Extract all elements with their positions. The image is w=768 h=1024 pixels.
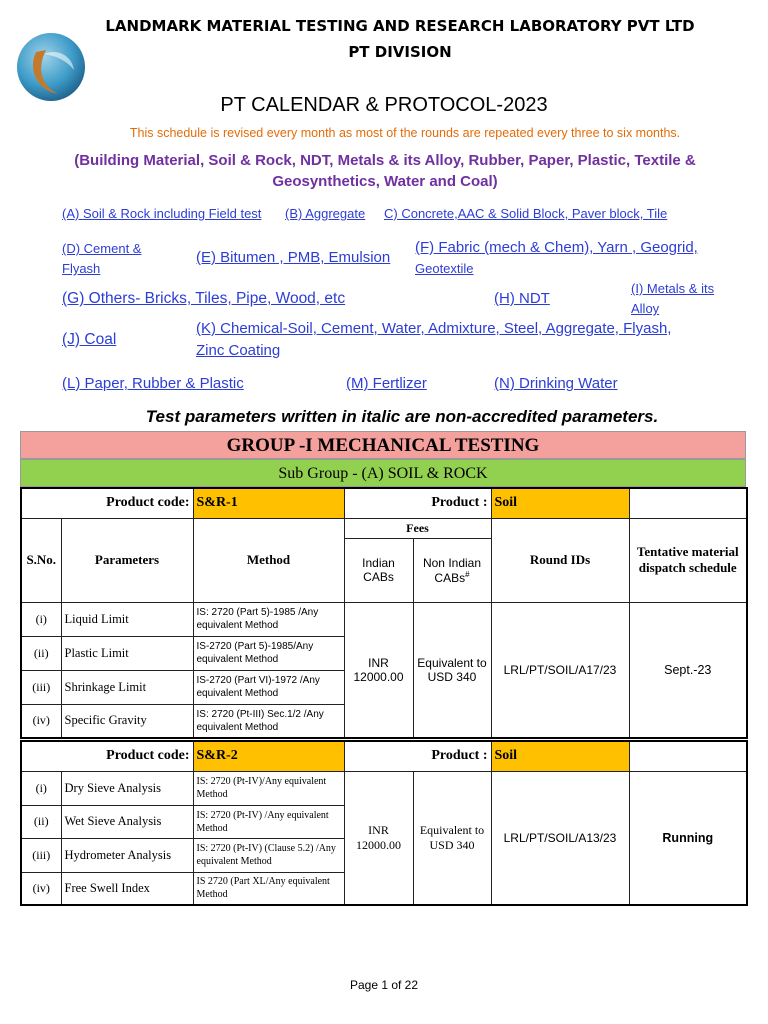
row-sno: (iii) [21,670,61,704]
link-fabric[interactable]: (F) Fabric (mech & Chem), Yarn , Geogrid, [415,239,698,256]
empty-cell [629,741,747,771]
header-parameters: Parameters [61,518,193,602]
document-title: PT CALENDAR & PROTOCOL-2023 [220,94,548,116]
empty-cell [629,488,747,518]
materials-note: (Building Material, Soil & Rock, NDT, Metals & its Alloy, Rubber, Paper, Plastic, Textile & Geosynthetics, Water and Coal) [74,152,696,190]
group-title: GROUP -I MECHANICAL TESTING [20,431,746,459]
product-value: Soil [491,488,629,518]
company-logo [14,30,88,104]
product-label: Product : [344,488,491,518]
row-sno: (ii) [21,636,61,670]
row-param: Liquid Limit [61,602,193,636]
link-chemical[interactable]: (K) Chemical-Soil, Cement, Water, Admixture, Steel, Aggregate, Flyash, [196,320,672,337]
product-table-sr1-body [20,487,748,739]
link-metals[interactable]: (I) Metals & its [631,281,715,296]
revision-note: This schedule is revised every month as most of the rounds are repeated every three to six months. [129,126,681,140]
header-sno: S.No. [21,518,61,602]
header-method: Method [193,518,344,602]
fee-non-indian: Equivalent to USD 340 [413,602,491,738]
row-param: Specific Gravity [61,704,193,738]
subgroup-title: Sub Group - (A) SOIL & ROCK [20,459,746,487]
product-code-label: Product code: [21,741,193,771]
row-sno: (ii) [21,805,61,838]
header-fees: Fees [344,518,491,538]
row-sno: (iii) [21,838,61,872]
round-id: LRL/PT/SOIL/A17/23 [491,602,629,738]
product-code-value: S&R-2 [193,741,344,771]
link-soil-rock[interactable]: (A) Soil & Rock including Field test [62,206,262,221]
row-method: IS 2720 (Part XL/Any equivalent Method [193,872,344,905]
division-name: PT DIVISION [348,43,452,61]
header-non-indian-cabs: Non Indian CABs# [413,538,491,602]
product-code-value: S&R-1 [193,488,344,518]
link-others[interactable]: (G) Others- Bricks, Tiles, Pipe, Wood, etc [62,290,346,307]
link-chemical-line2[interactable]: Zinc Coating [196,342,281,359]
link-bitumen[interactable]: (E) Bitumen , PMB, Emulsion [196,249,391,266]
row-sno: (iv) [21,704,61,738]
link-metals-line2[interactable]: Alloy [631,301,660,316]
link-drinking-water[interactable]: (N) Drinking Water [494,375,618,392]
product-value: Soil [491,741,629,771]
company-name: LANDMARK MATERIAL TESTING AND RESEARCH LABORATORY PVT LTD [105,17,695,35]
link-paper-rubber[interactable]: (L) Paper, Rubber & Plastic [62,375,244,392]
row-param: Dry Sieve Analysis [61,771,193,805]
header-round-ids: Round IDs [491,518,629,602]
row-method: IS: 2720 (Part 5)-1985 /Any equivalent Method [193,602,344,636]
link-ndt[interactable]: (H) NDT [494,290,550,307]
product-label: Product : [344,741,491,771]
link-aggregate[interactable]: (B) Aggregate [285,206,366,221]
product-table-sr2 [20,740,748,906]
page-number: Page 1 of 22 [349,978,419,992]
link-cement[interactable]: (D) Cement & [62,241,142,256]
header-dispatch: Tentative material dispatch schedule [629,518,747,602]
italic-note: Test parameters written in italic are non-accredited parameters. [145,407,659,426]
row-param: Plastic Limit [61,636,193,670]
row-method: IS-2720 (Part VI)-1972 /Any equivalent Method [193,670,344,704]
row-param: Hydrometer Analysis [61,838,193,872]
link-fertilizer[interactable]: (M) Fertlizer [346,375,427,392]
link-fabric-line2[interactable]: Geotextile [415,261,474,276]
row-method: IS: 2720 (Pt-IV) (Clause 5.2) /Any equivalent Method [193,838,344,872]
row-param: Shrinkage Limit [61,670,193,704]
link-coal[interactable]: (J) Coal [62,331,117,348]
round-id: LRL/PT/SOIL/A13/23 [491,771,629,905]
dispatch-schedule: Sept.-23 [629,602,747,738]
fee-indian: INR 12000.00 [344,771,413,905]
row-method: IS: 2720 (Pt-IV) /Any equivalent Method [193,805,344,838]
dispatch-schedule: Running [629,771,747,905]
row-param: Wet Sieve Analysis [61,805,193,838]
link-cement-line2[interactable]: Flyash [62,261,101,276]
link-concrete[interactable]: C) Concrete,AAC & Solid Block, Paver block, Tile [384,206,668,221]
row-method: IS: 2720 (Pt-IV)/Any equivalent Method [193,771,344,805]
row-param: Free Swell Index [61,872,193,905]
row-method: IS-2720 (Part 5)-1985/Any equivalent Method [193,636,344,670]
product-code-label: Product code: [21,488,193,518]
fee-indian: INR 12000.00 [344,602,413,738]
row-sno: (iv) [21,872,61,905]
row-sno: (i) [21,771,61,805]
fee-non-indian: Equivalent to USD 340 [413,771,491,905]
row-sno: (i) [21,602,61,636]
header-indian-cabs: Indian CABs [344,538,413,602]
row-method: IS: 2720 (Pt-III) Sec.1/2 /Any equivalent Method [193,704,344,738]
